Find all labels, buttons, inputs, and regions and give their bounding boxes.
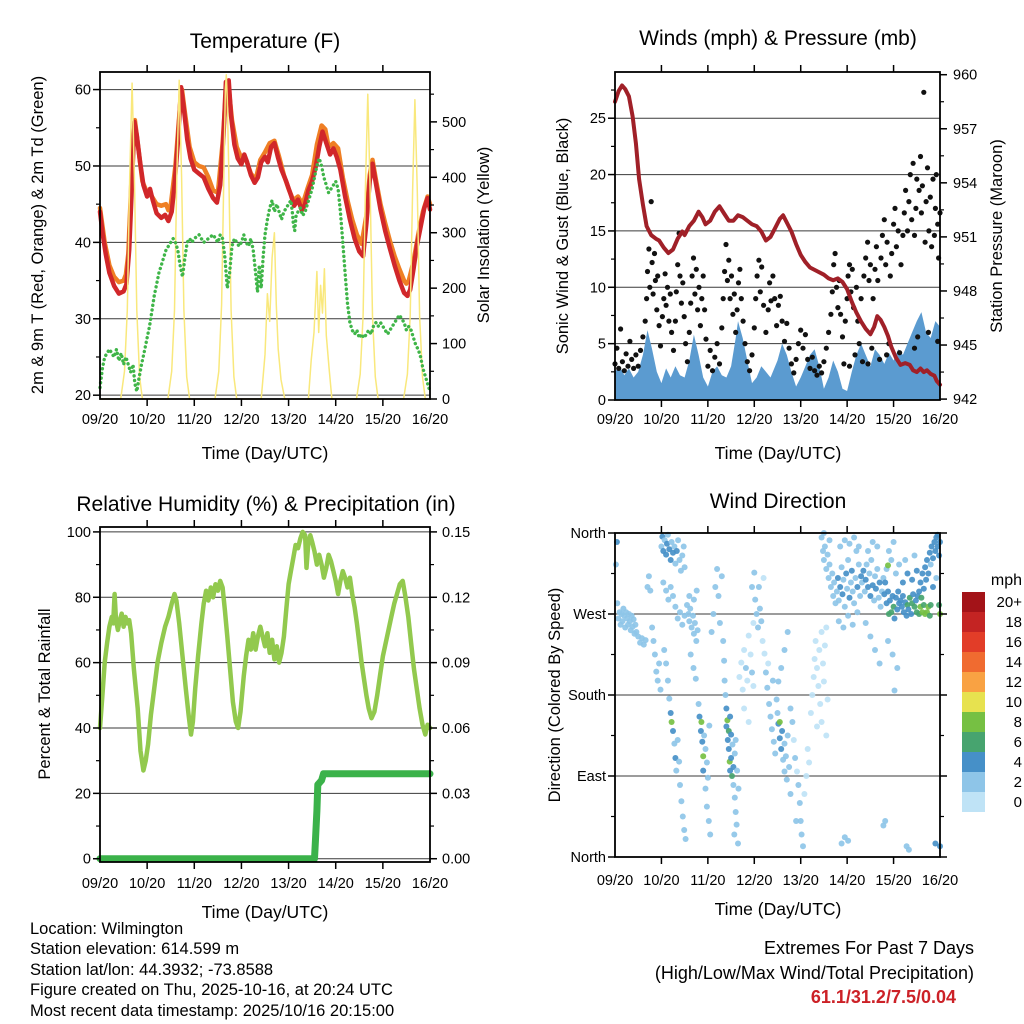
x-tick-label: 16/20 — [921, 412, 959, 428]
x-tick-label: 09/20 — [81, 412, 119, 428]
y-tick-label: 30 — [74, 311, 91, 328]
y-right-tick-label: 400 — [442, 170, 467, 187]
x-axis-label: Time (Day/UTC) — [201, 443, 329, 463]
colorbar-tick-label: 2 — [1013, 774, 1022, 791]
relative-humidity-series — [100, 532, 430, 771]
y-right-tick-label: 957 — [953, 121, 978, 138]
x-tick-label: 11/20 — [176, 876, 212, 892]
y-tick-label: 80 — [74, 590, 91, 607]
x-tick-label: 15/20 — [875, 412, 912, 428]
colorbar-tick-label: 20+ — [996, 594, 1022, 611]
temperature-panel — [29, 30, 493, 463]
total-rainfall-series — [100, 774, 430, 859]
y-tick-label: 25 — [589, 111, 606, 128]
x-tick-label: 09/20 — [596, 873, 634, 889]
panel-title: Relative Humidity (%) & Precipitation (in) — [76, 493, 456, 516]
x-tick-label: 13/20 — [270, 412, 307, 428]
x-tick-label: 10/20 — [643, 873, 680, 889]
y-tick-label: 20 — [589, 167, 606, 184]
x-tick-label: 16/20 — [411, 412, 449, 428]
extremes-subtitle: (High/Low/Max Wind/Total Precipitation) — [654, 962, 974, 983]
y-tick-label: 15 — [589, 223, 606, 240]
2m-temperature-series — [100, 80, 430, 296]
x-tick-label: 14/20 — [317, 876, 354, 892]
y-right-tick-label: 948 — [953, 283, 978, 300]
x-tick-label: 12/20 — [223, 412, 260, 428]
x-tick-label: 11/20 — [176, 412, 212, 428]
extremes-values: 61.1/31.2/7.5/0.04 — [810, 987, 956, 1007]
wind-gust-series — [612, 90, 942, 378]
y-right-tick-label: 0.12 — [442, 590, 471, 607]
colorbar-tick-label: 18 — [1005, 614, 1022, 631]
y-tick-label: 40 — [74, 235, 91, 252]
data-timestamp: Most recent data timestamp: 2025/10/16 20:15:00 — [30, 1001, 395, 1020]
colorbar-tick-label: 16 — [1005, 634, 1022, 651]
y-tick-label: North — [570, 850, 606, 866]
winds-pressure-panel — [554, 27, 1006, 463]
y-tick-label: 100 — [66, 524, 91, 541]
x-tick-label: 15/20 — [364, 876, 402, 892]
x-tick-label: 11/20 — [690, 412, 726, 428]
colorbar-units-label: mph — [990, 572, 1022, 589]
y-tick-label: 50 — [74, 158, 91, 175]
y-tick-label: 20 — [74, 786, 91, 803]
colorbar-tick-label: 4 — [1013, 754, 1022, 771]
x-tick-label: 12/20 — [223, 876, 260, 892]
x-tick-label: 11/20 — [690, 873, 726, 889]
y-axis-right-label: Solar Insolation (Yellow) — [475, 146, 493, 324]
figure-created: Figure created on Thu, 2025-10-16, at 20:24 UTC — [30, 981, 393, 1000]
x-tick-label: 15/20 — [364, 412, 402, 428]
y-right-tick-label: 200 — [442, 281, 467, 298]
y-tick-label: 0 — [597, 393, 606, 409]
y-tick-label: West — [573, 607, 606, 623]
y-axis-left-label: Percent & Total Rainfall — [36, 608, 54, 780]
colorbar-tick-label: 14 — [1005, 654, 1022, 671]
panel-title: Winds (mph) & Pressure (mb) — [639, 27, 917, 50]
wind-direction-points-series — [613, 530, 943, 853]
y-tick-label: 5 — [597, 336, 606, 353]
x-tick-label: 12/20 — [736, 873, 773, 889]
y-right-tick-label: 500 — [442, 114, 467, 131]
panel-title: Wind Direction — [709, 490, 847, 513]
y-right-tick-label: 0.09 — [442, 655, 471, 672]
y-tick-label: East — [576, 769, 606, 785]
colorbar-tick-label: 12 — [1005, 674, 1022, 691]
y-tick-label: 0 — [82, 851, 91, 868]
station-elevation: Station elevation: 614.599 m — [30, 940, 240, 959]
x-tick-label: 14/20 — [828, 412, 866, 428]
y-right-tick-label: 954 — [953, 175, 978, 192]
colorbar-tick-label: 10 — [1005, 694, 1022, 711]
x-tick-label: 16/20 — [411, 876, 449, 892]
x-tick-label: 13/20 — [270, 876, 307, 892]
y-right-tick-label: 0.00 — [442, 851, 471, 868]
y-right-tick-label: 300 — [442, 225, 467, 242]
wind-speed-colorbar — [962, 572, 1022, 812]
x-tick-label: 10/20 — [643, 412, 680, 428]
x-tick-label: 13/20 — [782, 412, 819, 428]
y-tick-label: 60 — [74, 655, 91, 672]
station-location: Location: Wilmington — [30, 920, 184, 938]
station-info — [30, 919, 394, 1021]
wind-direction-panel — [546, 490, 958, 919]
y-right-tick-label: 960 — [953, 67, 978, 84]
x-tick-label: 09/20 — [596, 412, 634, 428]
station-pressure-series — [615, 86, 940, 385]
colorbar-tick-label: 6 — [1013, 734, 1022, 751]
x-tick-label: 14/20 — [828, 873, 866, 889]
x-axis-label: Time (Day/UTC) — [714, 899, 842, 919]
colorbar-tick-label: 8 — [1013, 714, 1022, 731]
y-right-tick-label: 951 — [953, 229, 978, 246]
y-right-tick-label: 945 — [953, 338, 978, 355]
9m-temperature-series — [100, 84, 430, 284]
humidity-precipitation-panel — [36, 493, 470, 922]
x-tick-label: 10/20 — [128, 412, 166, 428]
x-tick-label: 09/20 — [81, 876, 119, 892]
x-tick-label: 14/20 — [317, 412, 354, 428]
x-axis-label: Time (Day/UTC) — [201, 902, 329, 922]
y-axis-left-label: 2m & 9m T (Red, Orange) & 2m Td (Green) — [29, 75, 47, 395]
y-tick-label: South — [568, 688, 606, 704]
y-tick-label: 60 — [74, 82, 91, 99]
station-latlon: Station lat/lon: 44.3932; -73.8588 — [30, 960, 274, 979]
x-tick-label: 10/20 — [128, 876, 166, 892]
y-right-tick-label: 942 — [953, 392, 978, 409]
x-tick-label: 15/20 — [875, 873, 912, 889]
y-axis-left-label: Sonic Wind & Gust (Blue, Black) — [554, 117, 572, 355]
x-tick-label: 12/20 — [736, 412, 773, 428]
x-tick-label: 13/20 — [782, 873, 819, 889]
extremes-title: Extremes For Past 7 Days — [763, 938, 974, 958]
y-tick-label: 20 — [74, 388, 91, 405]
x-axis-label: Time (Day/UTC) — [714, 443, 842, 463]
colorbar-tick-label: 0 — [1013, 794, 1022, 811]
panel-title: Temperature (F) — [189, 30, 341, 53]
y-axis-left-label: Direction (Colored By Speed) — [546, 587, 564, 803]
extremes-block — [655, 936, 974, 1010]
y-right-tick-label: 100 — [442, 336, 467, 353]
y-right-tick-label: 0.03 — [442, 786, 471, 803]
y-axis-right-label: Station Pressure (Maroon) — [988, 139, 1006, 333]
y-right-tick-label: 0.06 — [442, 721, 471, 737]
y-tick-label: 10 — [589, 280, 606, 297]
x-tick-label: 16/20 — [921, 873, 959, 889]
y-tick-label: 40 — [74, 721, 91, 737]
y-tick-label: North — [570, 526, 606, 542]
y-right-tick-label: 0 — [442, 392, 451, 408]
y-right-tick-label: 0.15 — [442, 524, 471, 541]
